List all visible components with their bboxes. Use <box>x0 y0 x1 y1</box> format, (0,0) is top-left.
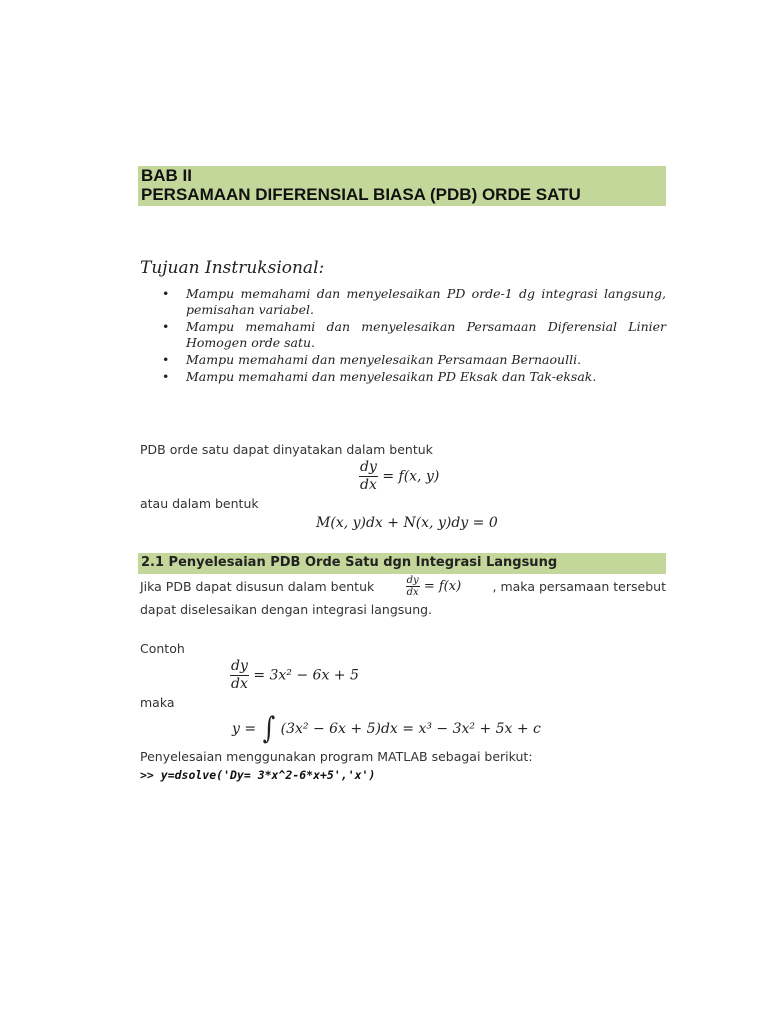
objective-item: • Mampu memahami dan menyelesaikan PD orde-1 dg integrasi langsung, pemisahan variabel. <box>162 286 666 317</box>
objectives-list <box>160 286 666 386</box>
matlab-intro: Penyelesaian menggunakan program MATLAB sebagai berikut: <box>140 749 533 764</box>
example-label: Contoh <box>140 641 185 656</box>
fraction: $\frac{dy}{dx}$ <box>360 459 377 493</box>
inline-equation: $\frac{dy}{dx}$ = f(x) <box>406 574 462 598</box>
equation-differential-form: M(x, y)dx + N(x, y)dy = 0 <box>316 515 498 531</box>
section-header <box>138 553 666 574</box>
objective-item: • Mampu memahami dan menyelesaikan Persamaan Bernaoulli. <box>162 352 582 367</box>
then-text: maka <box>140 695 175 710</box>
section-title: 2.1 Penyelesaian PDB Orde Satu dgn Integrasi Langsung <box>141 555 558 570</box>
intro-text: PDB orde satu dapat dinyatakan dalam bentuk <box>140 442 433 457</box>
intro-text-2: atau dalam bentuk <box>140 496 259 511</box>
solution-equation: y = ∫ (3x² − 6x + 5)dx = x³ − 3x² + 5x + c <box>232 711 541 746</box>
bullet-icon: • <box>162 352 170 367</box>
section-paragraph: Jika PDB dapat disusun dalam bentuk $\frac{dy}{dx}$ = f(x) , maka persamaan tersebut <box>140 574 666 598</box>
example-equation: $\frac{dy}{dx}$ = 3x² − 6x + 5 <box>231 658 359 692</box>
objectives-title: Tujuan Instruksional: <box>140 258 325 278</box>
objective-item: • Mampu memahami dan menyelesaikan PD Eksak dan Tak-eksak. <box>162 369 597 384</box>
integral-sign: ∫ <box>262 711 275 746</box>
chapter-header <box>138 166 666 206</box>
chapter-label: BAB II <box>141 166 192 185</box>
section-paragraph-2: dapat diselesaikan dengan integrasi langsung. <box>140 602 433 617</box>
matlab-code: >> y=dsolve('Dy= 3*x^2-6*x+5','x') <box>140 768 376 782</box>
bullet-icon: • <box>162 319 170 334</box>
chapter-title: PERSAMAAN DIFERENSIAL BIASA (PDB) ORDE SATU <box>141 185 581 204</box>
bullet-icon: • <box>162 286 170 301</box>
bullet-icon: • <box>162 369 170 384</box>
equation-general: $\frac{dy}{dx}$ = f(x, y) <box>360 459 440 493</box>
objective-item: • Mampu memahami dan menyelesaikan Persamaan Diferensial Linier Homogen orde satu. <box>162 319 666 350</box>
